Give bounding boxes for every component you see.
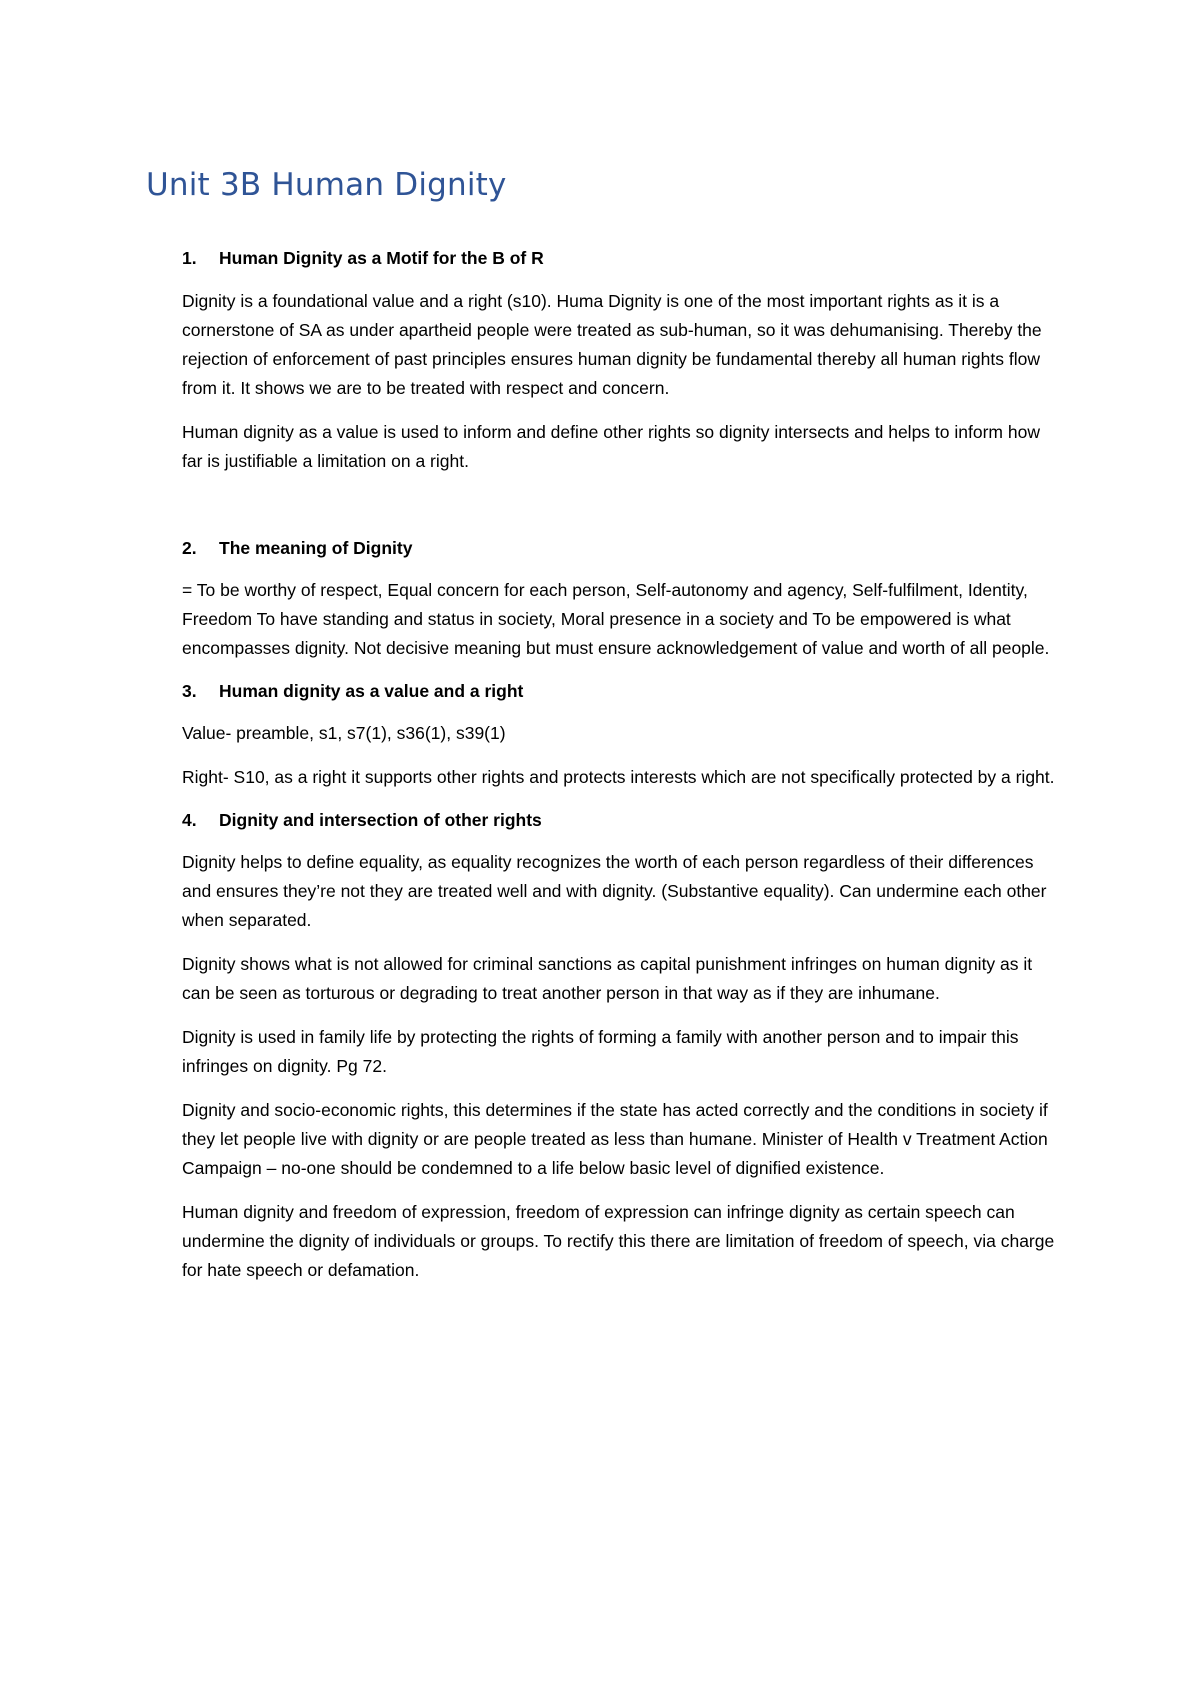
document-body (146, 165, 1062, 1300)
paragraph: Dignity and socio-economic rights, this determines if the state has acted correctly and the conditions in society if they let people live with dignity or are people treated as less than humane. Minister of Health v Treatment Action Campaign – no-one should be condemned to a life below basic level of dignified existence. (182, 1100, 1048, 1179)
section-heading-text: Dignity and intersection of other rights (219, 810, 542, 831)
page-title: Unit 3B Human Dignity (146, 167, 507, 203)
paragraph: Value- preamble, s1, s7(1), s36(1), s39(1) (182, 723, 506, 744)
blank-line (182, 491, 1062, 535)
section-4-heading (182, 807, 1062, 833)
section-1-heading (182, 245, 1062, 271)
section-2-heading (182, 535, 1062, 561)
section-number: 3. (182, 680, 197, 701)
section-heading-text: Human Dignity as a Motif for the B of R (219, 248, 544, 269)
paragraph: Right- S10, as a right it supports other rights and protects interests which are not specifically protected by a right. (182, 767, 1055, 788)
paragraph: = To be worthy of respect, Equal concern for each person, Self-autonomy and agency, Self-fulfilment, Identity, Freedom To have standing and status in society, Moral presence in a society and To be empowered is what encompasses dignity. Not decisive meaning but must ensure acknowledgement of value and worth of all people. (182, 579, 1050, 658)
section-3-heading (182, 678, 1062, 704)
paragraph: Human dignity and freedom of expression, freedom of expression can infringe dignity as certain speech can undermine the dignity of individuals or groups. To rectify this there are limitation of freedom of speech, via charge for hate speech or defamation. (182, 1202, 1055, 1281)
paragraph: Dignity shows what is not allowed for criminal sanctions as capital punishment infringes on human dignity as it can be seen as torturous or degrading to treat another person in that way as if they are inhumane. (182, 954, 1033, 1004)
paragraph: Dignity is a foundational value and a right (s10). Huma Dignity is one of the most important rights as it is a cornerstone of SA as under apartheid people were treated as sub-human, so it was dehumanising. Thereby the rejection of enforcement of past principles ensures human dignity be fundamental thereby all human rights flow from it. It shows we are to be treated with respect and concern. (182, 290, 1042, 398)
section-heading-text: The meaning of Dignity (219, 537, 413, 558)
section-number: 1. (182, 248, 197, 269)
section-number: 4. (182, 810, 197, 831)
section-number: 2. (182, 537, 197, 558)
section-heading-text: Human dignity as a value and a right (219, 680, 524, 701)
paragraph: Dignity is used in family life by protecting the rights of forming a family with another person and to impair this infringes on dignity. Pg 72. (182, 1027, 1019, 1077)
paragraph: Dignity helps to define equality, as equality recognizes the worth of each person regardless of their differences and ensures they’re not they are treated well and with dignity. (Substantive equality). Can undermine each other when separated. (182, 852, 1047, 931)
paragraph: Human dignity as a value is used to inform and define other rights so dignity intersects and helps to inform how far is justifiable a limitation on a right. (182, 421, 1040, 471)
